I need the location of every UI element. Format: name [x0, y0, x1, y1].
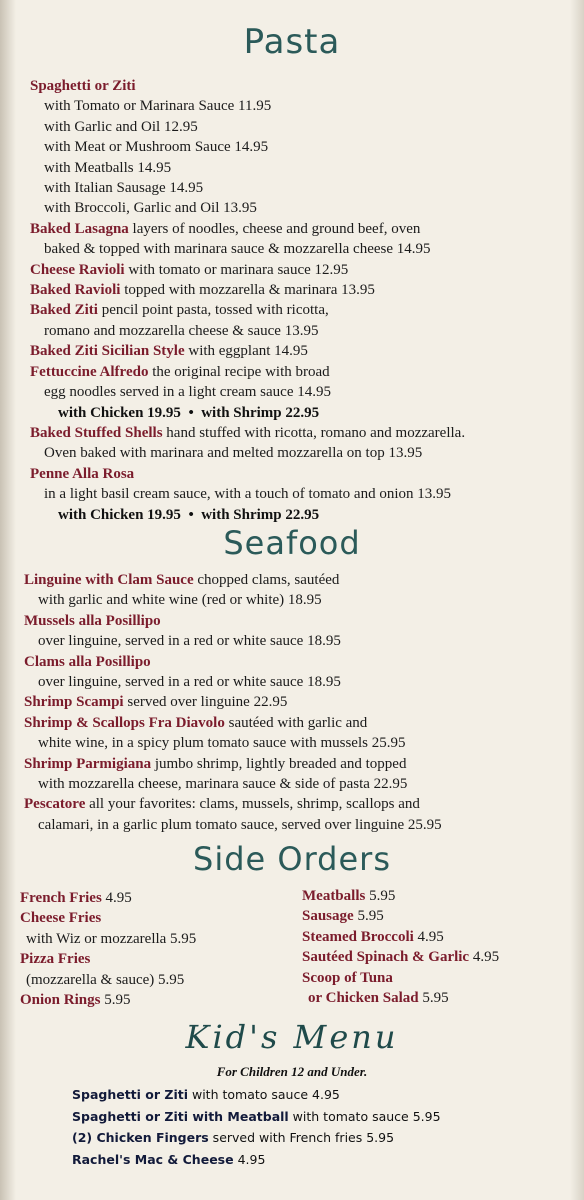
side-name: Scoop of Tuna — [302, 969, 393, 986]
section-title-side-orders: Side Orders — [193, 840, 391, 878]
kids-item-name: Spaghetti or Ziti — [72, 1087, 189, 1102]
dish-desc: pencil point pasta, tossed with ricotta, — [97, 302, 329, 319]
addon-shrimp: with Shrimp 22.95 — [201, 404, 320, 421]
menu-item-pescatore — [24, 794, 442, 814]
dish-desc: all your favorites: clams, mussels, shrimp, scallops and — [85, 796, 420, 813]
menu-item-alfredo — [30, 362, 465, 382]
side-name: French Fries — [20, 890, 102, 906]
side-price: 5.95 — [100, 992, 131, 1009]
menu-option: with Meatballs 14.95 — [44, 159, 172, 176]
dish-desc: hand stuffed with ricotta, romano and mozzarella. — [162, 424, 466, 441]
seafood-list — [24, 570, 442, 835]
side-name: Onion Rings — [20, 992, 101, 1009]
addon-chicken: with Chicken 19.95 — [58, 404, 181, 421]
side-item — [302, 968, 499, 988]
menu-item-penne — [30, 464, 465, 484]
dish-addons — [30, 403, 465, 423]
addon-shrimp: with Shrimp 22.95 — [201, 506, 320, 523]
dish-name: Fettuccine Alfredo — [30, 363, 149, 380]
menu-item-linguine — [24, 570, 442, 590]
menu-item-scampi — [24, 692, 442, 712]
dish-desc: white wine, in a spicy plum tomato sauce with mussels 25.95 — [38, 735, 406, 752]
dish-desc: over linguine, served in a red or white sauce 18.95 — [38, 633, 341, 650]
menu-item-baked-ziti — [30, 300, 465, 320]
side-name: Meatballs — [302, 888, 366, 904]
side-price: 4.95 — [469, 949, 500, 966]
menu-item-ziti-sicilian — [30, 341, 465, 361]
side-orders-left — [20, 888, 196, 1010]
menu-item-clams — [24, 652, 442, 672]
menu-option: with Italian Sausage 14.95 — [44, 180, 204, 197]
side-name: Sautéed Spinach & Garlic — [302, 949, 470, 966]
side-item — [20, 888, 196, 908]
dish-desc: jumbo shrimp, lightly breaded and topped — [151, 755, 407, 772]
side-name: Pizza Fries — [20, 951, 91, 968]
side-price: 5.95 — [353, 908, 384, 925]
side-price: 4.95 — [101, 890, 132, 906]
side-price: 5.95 — [365, 888, 396, 904]
dish-desc: romano and mozzarella cheese & sauce 13.95 — [44, 322, 319, 339]
dish-desc: baked & topped with marinara sauce & mozzarella cheese 14.95 — [44, 241, 431, 258]
side-item — [20, 990, 196, 1010]
kids-item-name: Spaghetti or Ziti with Meatball — [72, 1108, 289, 1124]
bullet: • — [188, 404, 194, 421]
kids-list — [72, 1084, 441, 1171]
kids-item — [72, 1149, 441, 1171]
dish-name: Baked Stuffed Shells — [30, 424, 163, 441]
dish-desc: calamari, in a garlic plum tomato sauce, served over linguine 25.95 — [38, 816, 442, 833]
dish-name: Shrimp Parmigiana — [24, 755, 152, 772]
menu-option: with Tomato or Marinara Sauce 11.95 — [44, 98, 272, 115]
bullet: • — [188, 506, 194, 523]
dish-name: Clams alla Posillipo — [24, 653, 151, 670]
dish-desc: with eggplant 14.95 — [184, 343, 308, 360]
side-desc: with Wiz or mozzarella 5.95 — [26, 930, 197, 947]
menu-item-parmigiana — [24, 754, 442, 774]
side-item — [302, 927, 499, 947]
kids-item — [72, 1106, 441, 1128]
dish-desc: served over linguine 22.95 — [123, 694, 288, 711]
kids-subtitle: For Children 12 and Under. — [216, 1064, 368, 1079]
side-name: Sausage — [302, 908, 354, 925]
side-item — [302, 886, 499, 906]
menu-item-spaghetti — [30, 76, 465, 96]
kids-item-name: Rachel's Mac & Cheese — [72, 1152, 234, 1168]
pasta-list — [30, 76, 465, 525]
dish-desc: layers of noodles, cheese and ground beef, oven — [128, 220, 421, 237]
menu-item-lasagna — [30, 219, 465, 239]
kids-item — [72, 1084, 441, 1106]
menu-item-baked-ravioli — [30, 280, 465, 300]
kids-item-desc: with tomato sauce 5.95 — [288, 1108, 441, 1124]
side-name: Cheese Fries — [20, 910, 102, 927]
side-orders-right — [302, 886, 499, 1008]
dish-addons — [30, 505, 465, 525]
section-title-pasta: Pasta — [243, 22, 341, 62]
side-name: Steamed Broccoli — [302, 928, 414, 945]
dish-desc: chopped clams, sautéed — [193, 572, 340, 588]
menu-option: with Meat or Mushroom Sauce 14.95 — [44, 139, 269, 156]
dish-desc: topped with mozzarella & marinara 13.95 — [120, 282, 375, 299]
kids-item-desc: served with French fries 5.95 — [208, 1130, 395, 1146]
menu-option: with Broccoli, Garlic and Oil 13.95 — [44, 200, 257, 217]
dish-desc: the original recipe with broad — [148, 363, 330, 380]
kids-item — [72, 1127, 441, 1149]
dish-desc: egg noodles served in a light cream sauce 14.95 — [44, 384, 331, 401]
dish-name: Baked Ziti — [30, 302, 98, 319]
dish-name: Spaghetti or Ziti — [30, 78, 136, 94]
dish-name: Linguine with Clam Sauce — [24, 572, 194, 588]
dish-desc: with mozzarella cheese, marinara sauce & side of pasta 22.95 — [38, 776, 408, 793]
menu-item-diavolo — [24, 713, 442, 733]
dish-desc: with garlic and white wine (red or white) 18.95 — [38, 592, 322, 609]
section-title-kids-menu: Kid's Menu — [185, 1018, 399, 1056]
dish-desc: Oven baked with marinara and melted mozzarella on top 13.95 — [44, 445, 423, 462]
menu-item-cheese-ravioli — [30, 260, 465, 280]
side-price: 4.95 — [413, 928, 444, 945]
section-title-seafood: Seafood — [223, 524, 361, 562]
side-item — [302, 947, 499, 967]
dish-name: Mussels alla Posillipo — [24, 612, 161, 629]
dish-name: Pescatore — [24, 796, 86, 813]
side-item — [302, 906, 499, 926]
dish-name: Penne Alla Rosa — [30, 465, 135, 482]
menu-item-stuffed-shells — [30, 423, 465, 443]
dish-name: Baked Ziti Sicilian Style — [30, 343, 185, 360]
dish-name: Shrimp Scampi — [24, 694, 124, 711]
side-name: or Chicken Salad — [308, 990, 419, 1007]
addon-chicken: with Chicken 19.95 — [58, 506, 181, 523]
kids-item-desc: with tomato sauce 4.95 — [188, 1087, 340, 1102]
menu-option: with Garlic and Oil 12.95 — [44, 118, 198, 135]
dish-name: Baked Lasagna — [30, 220, 129, 237]
side-desc: (mozzarella & sauce) 5.95 — [26, 971, 185, 988]
kids-item-name: (2) Chicken Fingers — [72, 1130, 209, 1146]
dish-name: Cheese Ravioli — [30, 261, 125, 278]
side-price: 5.95 — [418, 990, 449, 1007]
dish-desc: over linguine, served in a red or white sauce 18.95 — [38, 674, 341, 691]
side-item — [20, 908, 196, 928]
dish-name: Shrimp & Scallops Fra Diavolo — [24, 714, 225, 731]
dish-name: Baked Ravioli — [30, 282, 121, 299]
dish-desc: sautéed with garlic and — [224, 714, 368, 731]
dish-desc: in a light basil cream sauce, with a touch of tomato and onion 13.95 — [44, 486, 451, 503]
side-item — [302, 988, 499, 1008]
dish-desc: with tomato or marinara sauce 12.95 — [124, 261, 349, 278]
menu-item-mussels — [24, 611, 442, 631]
kids-item-desc: 4.95 — [233, 1152, 266, 1168]
side-item — [20, 949, 196, 969]
